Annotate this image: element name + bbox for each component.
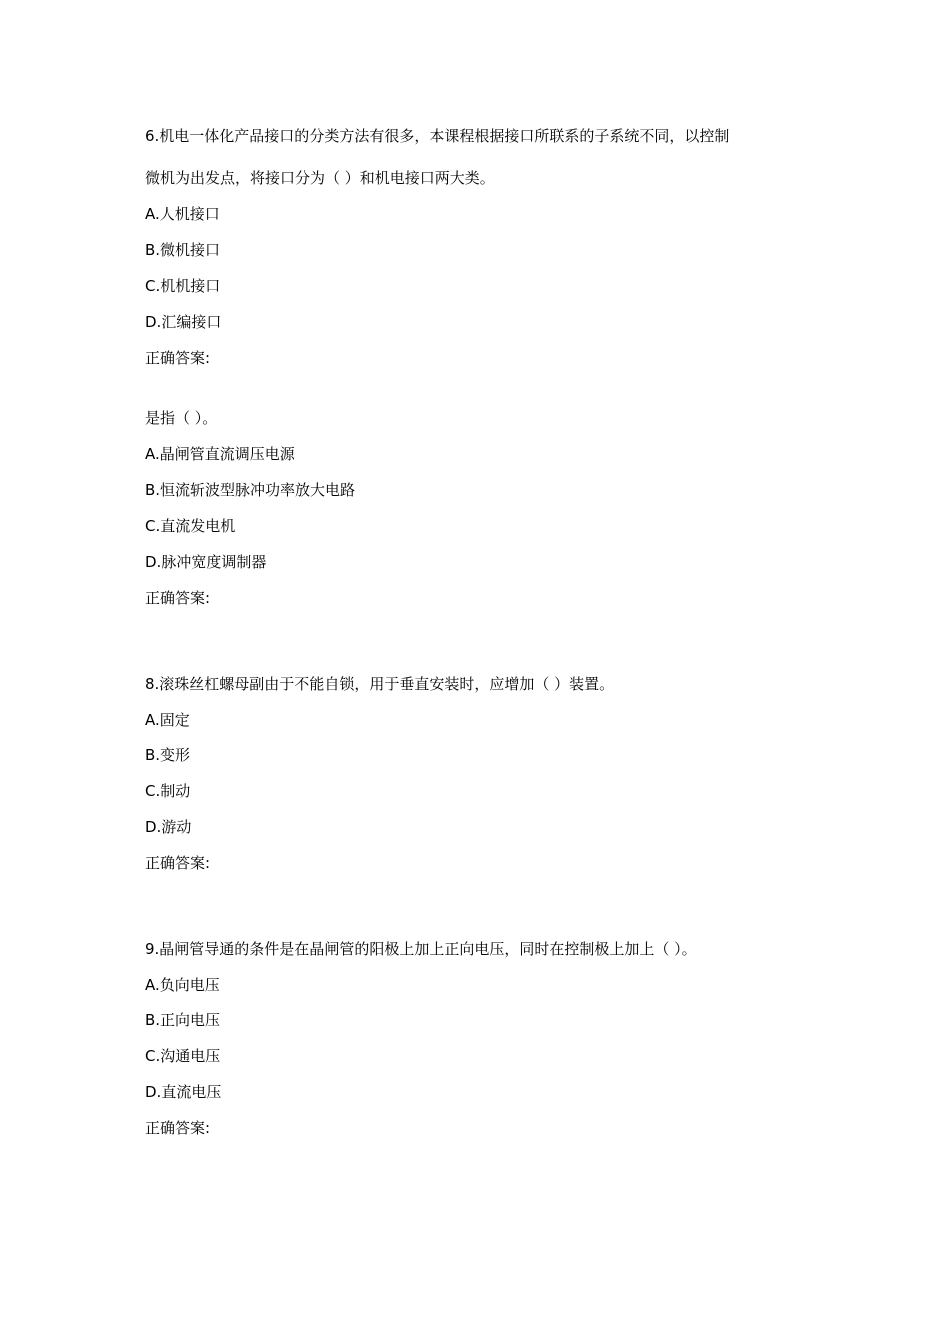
option-b: B.正向电压 — [145, 1011, 221, 1029]
question-stem-line: 9.晶闸管导通的条件是在晶闸管的阳极上加上正向电压，同时在控制极上加上（ ）。 — [145, 940, 697, 958]
option-c: C.直流发电机 — [145, 517, 236, 535]
option-c: C.制动 — [145, 782, 191, 800]
option-b: B.微机接口 — [145, 241, 221, 259]
question-stem-line: 6.机电一体化产品接口的分类方法有很多，本课程根据接口所联系的子系统不同，以控制 — [145, 127, 730, 145]
answer-label: 正确答案: — [145, 589, 211, 607]
option-d: D.直流电压 — [145, 1083, 222, 1101]
option-b: B.变形 — [145, 746, 191, 764]
option-c: C.沟通电压 — [145, 1047, 221, 1065]
option-a: A.人机接口 — [145, 205, 220, 223]
question-stem-line: 微机为出发点，将接口分为（ ）和机电接口两大类。 — [145, 169, 495, 187]
option-d: D.游动 — [145, 818, 192, 836]
answer-label: 正确答案: — [145, 1119, 211, 1137]
option-d: D.汇编接口 — [145, 313, 222, 331]
option-a: A.固定 — [145, 711, 190, 729]
question-stem-line: 8.滚珠丝杠螺母副由于不能自锁，用于垂直安装时，应增加（ ）装置。 — [145, 675, 615, 693]
option-d: D.脉冲宽度调制器 — [145, 553, 267, 571]
option-b: B.恒流斩波型脉冲功率放大电路 — [145, 481, 356, 499]
option-a: A.晶闸管直流调压电源 — [145, 445, 295, 463]
answer-label: 正确答案: — [145, 854, 211, 872]
question-stem-line: 是指（ ）。 — [145, 409, 218, 427]
answer-label: 正确答案: — [145, 349, 211, 367]
option-c: C.机机接口 — [145, 277, 221, 295]
option-a: A.负向电压 — [145, 976, 220, 994]
